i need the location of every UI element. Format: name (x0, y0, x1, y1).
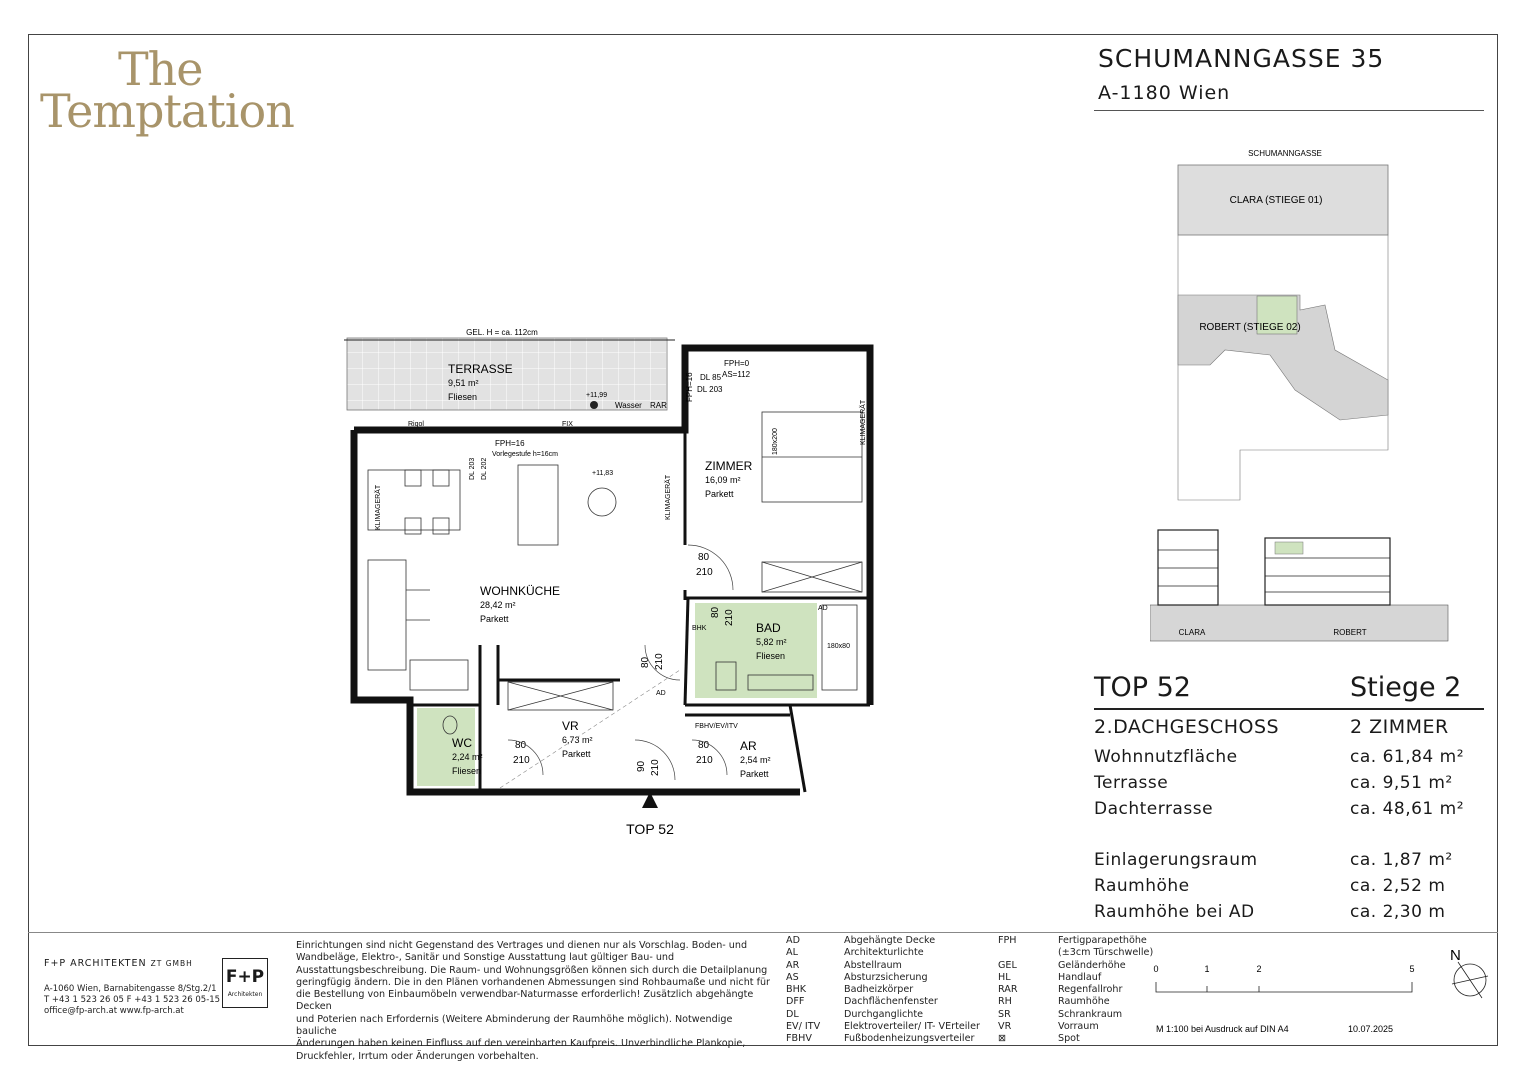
water-label: Wasser (615, 401, 642, 410)
door-height: 210 (650, 759, 661, 776)
terrasse-floor: Fliesen (448, 392, 478, 402)
floor-plan (330, 320, 890, 850)
area-label: Dachterrasse (1094, 799, 1214, 819)
extra-label: Einlagerungsraum (1094, 850, 1258, 870)
site-building-clara-label: CLARA (STIEGE 01) (1229, 195, 1323, 206)
wc-area: 2,24 m² (452, 752, 483, 762)
door-height: 210 (696, 567, 713, 578)
wohnkueche-area: 28,42 m² (480, 600, 516, 610)
scale-tick-label: 0 (1153, 964, 1159, 974)
section-label-robert: ROBERT (1333, 628, 1367, 637)
firm-badge (222, 958, 268, 1008)
klima-label: KLIMAGERÄT (375, 484, 382, 530)
dl-label: DL 85 (700, 373, 722, 382)
section-unit-highlight (1275, 542, 1303, 554)
wc-name: WC (452, 736, 472, 750)
address-divider (1094, 110, 1484, 111)
area-value: ca. 48,61 m² (1350, 799, 1465, 819)
ar-floor: Parkett (740, 769, 769, 779)
extra-value: ca. 2,30 m (1350, 902, 1446, 922)
north-label: N (1450, 947, 1461, 964)
bed-size: 180x200 (772, 428, 779, 455)
extra-label: Raumhöhe bei AD (1094, 902, 1255, 922)
terrasse-name: TERRASSE (448, 362, 513, 376)
dl-label: DL 203 (697, 385, 723, 394)
door-height: 210 (513, 755, 530, 766)
zimmer-floor: Parkett (705, 489, 734, 499)
firm-phone: T +43 1 523 26 05 F +43 1 523 26 05-15 (44, 995, 221, 1005)
address-street: SCHUMANNGASSE 35 (1098, 44, 1385, 73)
bath-size: 180x80 (827, 643, 850, 650)
fbhv-label: FBHV/EV/ITV (695, 723, 738, 730)
dl-label: DL 202 (481, 457, 488, 480)
kitchen-furniture (368, 465, 616, 690)
unit-stiege: Stiege 2 (1350, 672, 1462, 703)
bad-name: BAD (756, 621, 781, 635)
extra-value: ca. 1,87 m² (1350, 850, 1453, 870)
terrasse-area: 9,51 m² (448, 378, 479, 388)
scale-tick-label: 1 (1204, 964, 1210, 974)
footer-divider (28, 932, 1498, 933)
dl-label: DL 203 (469, 457, 476, 480)
firm-address: A-1060 Wien, Barnabitengasse 8/Stg.2/1 (44, 984, 217, 994)
unit-top: TOP 52 (1094, 672, 1191, 703)
area-value: ca. 9,51 m² (1350, 773, 1453, 793)
unit-floor: 2.DACHGESCHOSS (1094, 716, 1280, 738)
address-city: A-1180 Wien (1098, 82, 1231, 104)
zimmer-name: ZIMMER (705, 459, 753, 473)
abbreviation-list-left: AD Abgehängte Decke AL Architekturlichte AR Abstellraum AS Absturzsicherung BHK Badheizkörper DFF Dachflächenfenster DL Durchganglichte EV/ ITV Elektroverteiler/ IT- VErteiler FBHV Fußbodenheizungsverteiler (786, 935, 980, 1045)
height-marker (590, 401, 598, 409)
door-width: 80 (640, 656, 651, 668)
badge-subtext: Architekten (227, 991, 263, 998)
bad-floor: Fliesen (756, 651, 786, 661)
section-building-clara (1158, 530, 1218, 605)
door-width: 80 (698, 552, 710, 563)
site-plan (1150, 140, 1490, 650)
vr-floor: Parkett (562, 749, 591, 759)
logo-line-1: The (118, 42, 203, 96)
scale-bar (1150, 960, 1430, 1040)
as-label: AS=112 (722, 370, 751, 379)
scale-tick-label: 2 (1256, 964, 1262, 974)
plan-date: 10.07.2025 (1348, 1024, 1394, 1034)
door-width: 80 (515, 740, 527, 751)
unit-divider (1094, 708, 1484, 710)
badge-text: F+P (225, 967, 265, 987)
door-width: 80 (710, 606, 721, 618)
firm-name: F+P ARCHITEKTEN ZT GMBH (44, 958, 193, 969)
bad-area: 5,82 m² (756, 637, 787, 647)
ad-label: AD (818, 605, 828, 612)
vr-name: VR (562, 719, 579, 733)
area-label: Wohnnutzfläche (1094, 747, 1238, 767)
area-label: Terrasse (1094, 773, 1169, 793)
disclaimer: Einrichtungen sind nicht Gegenstand des Vertrages und dienen nur als Vorschlag. Boden- und Wandbeläge, Elektro-, Sanitär und Sonstige Ausstattung laut gültiger Bau- und Ausstattungsbeschreibung. Die Raum- und Wohnungsgrößen können sich durch die Detailplanung geringfügig ändern. Die in den Plänen vorhandenen Abmessungen sind Rohbaumaße und nicht für die Bestellung von Einbaumöbeln verwendbar-Naturmasse erforderlich! Zusätzlich abgehängte Decken und Poterien nach Erfordernis (Weitere Abminderung der Raumhöhe möglich). Notwendige bauliche Änderungen haben keinen Einfluss auf den vereinbarten Kaufpreis. Unverbindliche Plankopie, Druckfehler, Irrtum oder Änderungen vorbehalten. (296, 940, 770, 1062)
section-label-clara: CLARA (1178, 628, 1206, 637)
bhk-label: BHK (692, 625, 707, 632)
living-height: +11,83 (592, 470, 614, 477)
ar-area: 2,54 m² (740, 755, 771, 765)
rigol-label: Rigol (408, 421, 424, 428)
unit-rooms: 2 ZIMMER (1350, 716, 1449, 738)
door-width: 90 (636, 760, 647, 772)
klima-label: KLIMAGERÄT (665, 474, 672, 520)
wohnkueche-floor: Parkett (480, 614, 509, 624)
fph0-label: FPH=0 (724, 359, 750, 368)
entrance-label: TOP 52 (626, 821, 674, 837)
site-street-label: SCHUMANNGASSE (1248, 149, 1322, 158)
scale-note: M 1:100 bei Ausdruck auf DIN A4 (1156, 1024, 1289, 1034)
door-height: 210 (696, 755, 713, 766)
rail-label: GEL. H = ca. 112cm (466, 328, 538, 337)
ad-label: AD (656, 690, 666, 697)
site-building-robert-label: ROBERT (STIEGE 02) (1199, 322, 1301, 333)
door-height: 210 (724, 609, 735, 626)
klima-label: KLIMAGERÄT (860, 399, 867, 445)
ar-name: AR (740, 739, 757, 753)
extra-label: Raumhöhe (1094, 876, 1190, 896)
vr-area: 6,73 m² (562, 735, 593, 745)
abbreviation-list-right: FPH Fertigparapethöhe (±3cm Türschwelle) GEL Geländerhöhe HL Handlauf RAR Regenfallrohr RH Raumhöhe SR Schrankraum VR Vorraum ⊠ Spot (998, 935, 1154, 1045)
brand-logo (40, 42, 294, 142)
fph16-label: FPH=16 (495, 439, 525, 448)
fph-label: FPH=16 (685, 372, 694, 402)
fix-label: FIX (562, 421, 573, 428)
wohnkueche-name: WOHNKÜCHE (480, 584, 560, 598)
area-value: ca. 61,84 m² (1350, 747, 1465, 767)
door-width: 80 (698, 740, 710, 751)
north-arrow-icon (1436, 940, 1496, 1010)
logo-line-2: Temptation (40, 84, 294, 138)
terrace-height: +11,99 (586, 392, 608, 399)
door-height: 210 (654, 653, 665, 670)
extra-value: ca. 2,52 m (1350, 876, 1446, 896)
scale-tick-label: 5 (1409, 964, 1415, 974)
vorlege-label: Vorlegestufe h=16cm (492, 451, 558, 458)
zimmer-area: 16,09 m² (705, 475, 741, 485)
rar-label: RAR (650, 401, 667, 410)
firm-contact: office@fp-arch.at www.fp-arch.at (44, 1006, 184, 1016)
wc-floor: Fliesen (452, 766, 482, 776)
